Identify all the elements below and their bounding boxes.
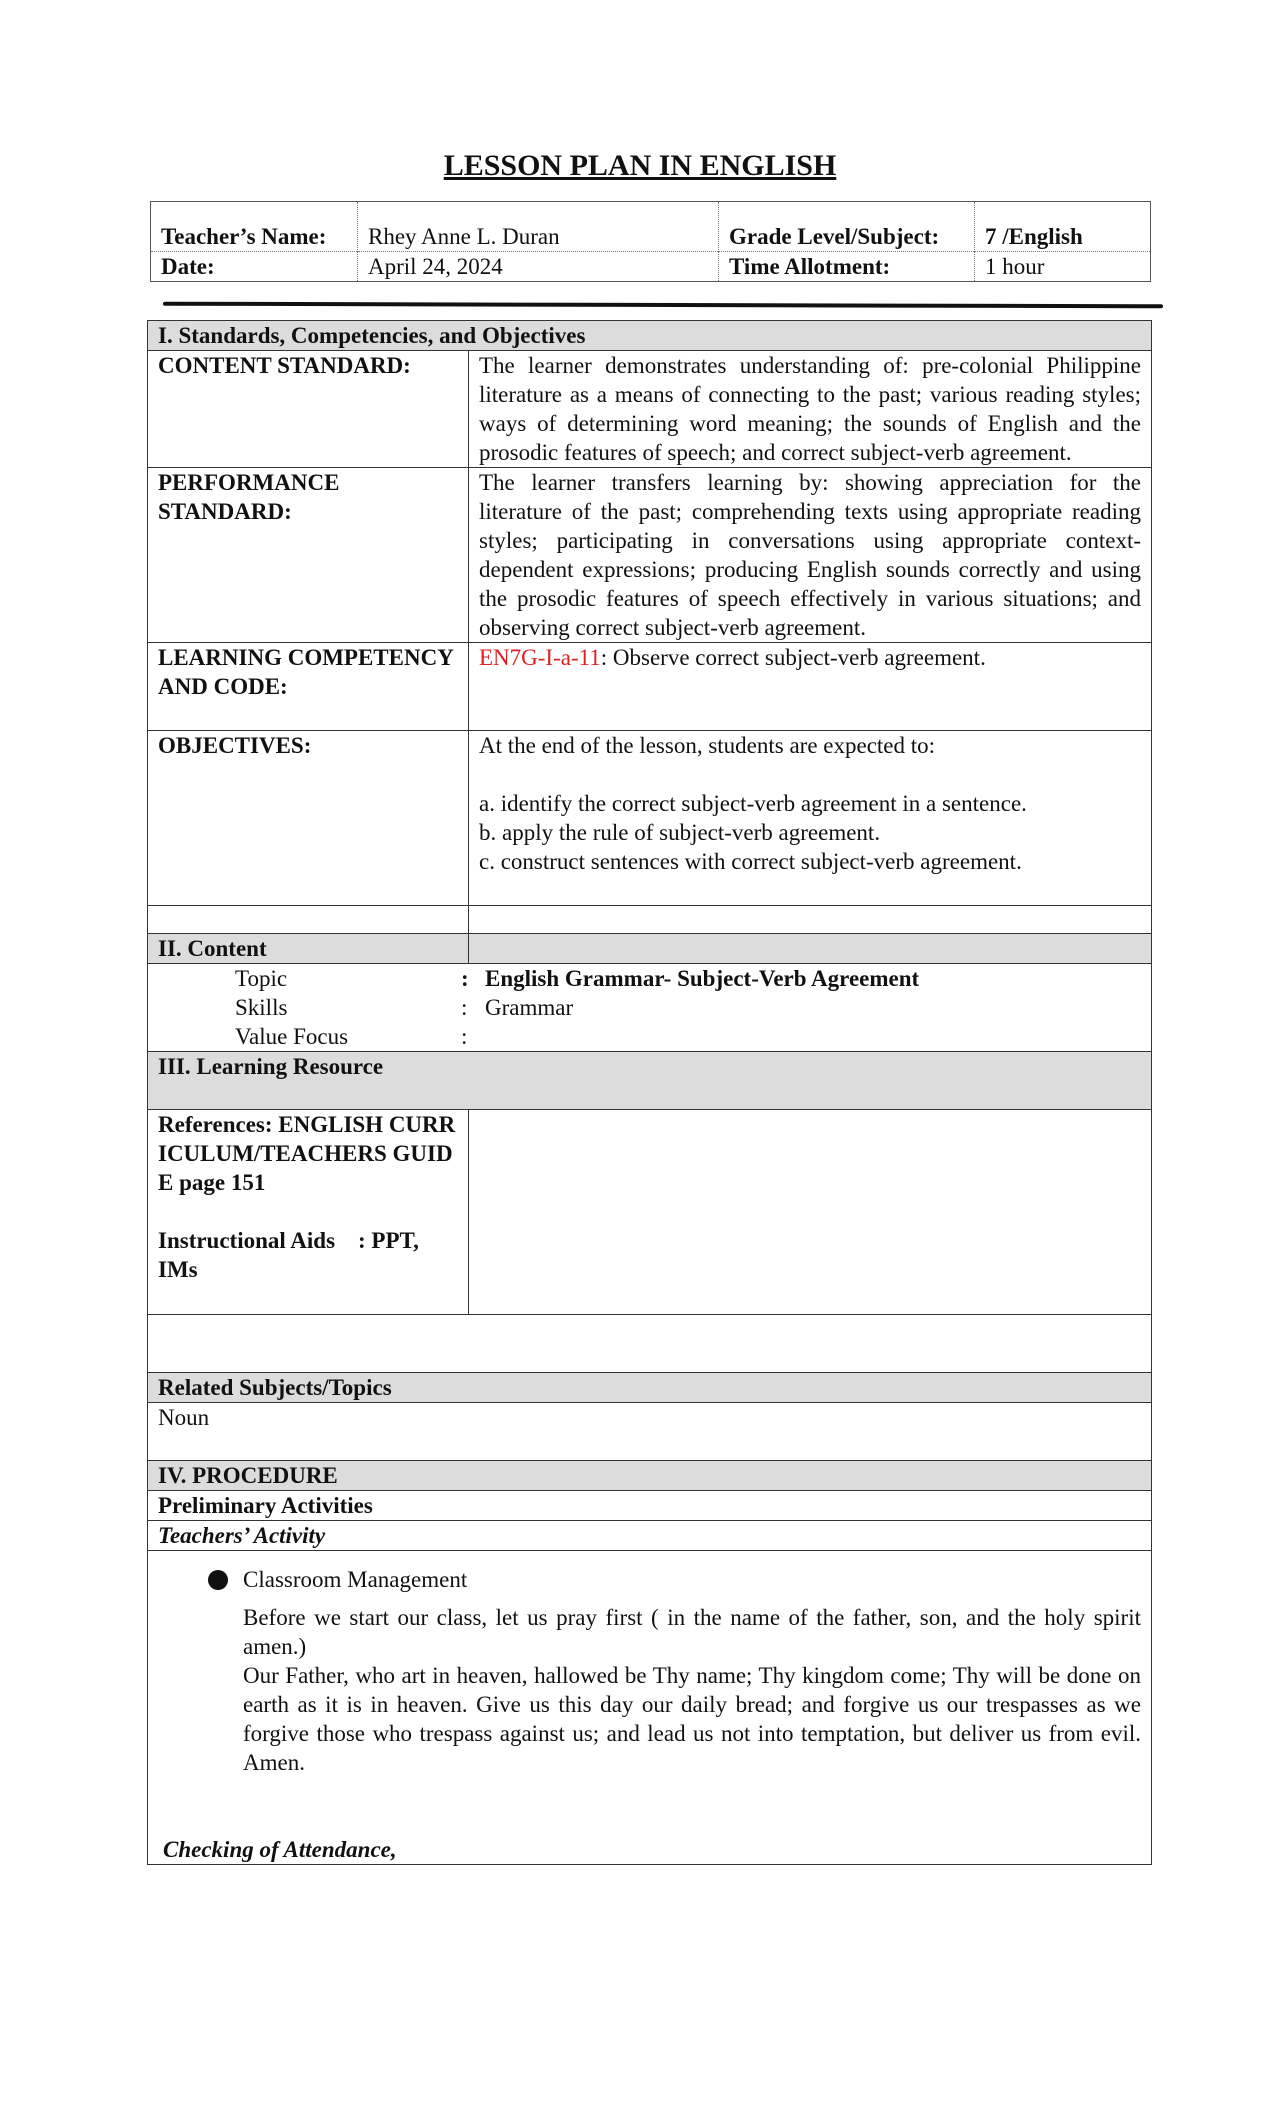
aids-value: : PPT, IMs — [158, 1228, 419, 1282]
topic-value: English Grammar- Subject-Verb Agreement — [485, 966, 920, 991]
teacher-name-value: Rhey Anne L. Duran — [358, 202, 719, 252]
competency-label: LEARNING COMPETENCY AND CODE: — [148, 643, 469, 731]
bullet-item — [158, 1565, 1141, 1594]
references-cell — [148, 1110, 469, 1315]
section-2-heading: II. Content — [148, 934, 469, 964]
prayer-text: Our Father, who art in heaven, hallowed be Thy name; Thy kingdom come; Thy will be done on earth as it is in heaven. Give us this day our daily bread; and forgive us our trespasses as we forgive those who trespass against us; and lead us not into temptation, but deliver us from evil. Amen. — [243, 1663, 1141, 1775]
objective-item: a. identify the correct subject-verb agreement in a sentence. — [479, 791, 1027, 816]
performance-standard-label: PERFORMANCE STANDARD: — [148, 468, 469, 643]
time-allotment-value: 1 hour — [975, 252, 1151, 282]
document-title: LESSON PLAN IN ENGLISH — [443, 149, 837, 182]
skills-row: Skills : Grammar — [158, 993, 1141, 1022]
topic-row: Topic : English Grammar- Subject-Verb Agreement — [158, 964, 1141, 993]
grade-level-label: Grade Level/Subject: — [719, 202, 975, 252]
value-focus-row: Value Focus : — [158, 1022, 1141, 1051]
lesson-plan-table — [147, 320, 1152, 1865]
teacher-name-label: Teacher’s Name: — [151, 202, 358, 252]
aids-label: Instructional Aids — [158, 1228, 336, 1253]
horizontal-rule — [163, 302, 1163, 309]
bullet-icon — [208, 1570, 228, 1590]
classroom-management: Classroom Management — [243, 1567, 468, 1592]
related-heading: Related Subjects/Topics — [148, 1373, 1152, 1403]
header-info-table — [150, 201, 1151, 282]
related-value: Noun — [148, 1403, 1152, 1461]
section-4-heading: IV. PROCEDURE — [148, 1461, 1152, 1491]
objective-item: c. construct sentences with correct subject-verb agreement. — [479, 849, 1022, 874]
date-label: Date: — [151, 252, 358, 282]
teachers-activity: Teachers’ Activity — [148, 1521, 1152, 1551]
skills-value: Grammar — [485, 995, 574, 1020]
content-standard-label: CONTENT STANDARD: — [148, 351, 469, 468]
objective-item: b. apply the rule of subject-verb agreement. — [479, 820, 881, 845]
section-1-heading: I. Standards, Competencies, and Objectives — [148, 321, 1152, 351]
competency-text: : Observe correct subject-verb agreement. — [600, 645, 986, 670]
instructional-aids — [158, 1226, 458, 1284]
content-standard-text: The learner demonstrates understanding of: pre-colonial Philippine literature as a means of connecting to the past; various reading styles; ways of determining word meaning; the sounds of English and the prosodic features of speech; and correct subject-verb agreement. — [469, 351, 1152, 468]
topic-label: Topic — [235, 966, 288, 991]
references-text: References: ENGLISH CURRICULUM/TEACHERS GUIDE page 151 — [158, 1112, 456, 1195]
checking-attendance: Checking of Attendance, — [163, 1837, 397, 1862]
date-value: April 24, 2024 — [358, 252, 719, 282]
performance-standard-text: The learner transfers learning by: showing appreciation for the literature of the past; comprehending texts using appropriate reading styles; participating in conversations using appropriate context-dependent expressions; producing English sounds correctly and using the prosodic features of speech effectively in various situations; and observing correct subject-verb agreement. — [469, 468, 1152, 643]
section-3-heading: III. Learning Resource — [148, 1052, 1152, 1110]
objectives-intro: At the end of the lesson, students are expected to: — [479, 733, 936, 758]
time-allotment-label: Time Allotment: — [719, 252, 975, 282]
objectives-label: OBJECTIVES: — [148, 731, 469, 906]
prayer-intro: Before we start our class, let us pray first ( in the name of the father, son, and the holy spirit amen.) — [243, 1605, 1141, 1659]
objectives-cell — [469, 731, 1152, 906]
value-focus-label: Value Focus — [235, 1024, 349, 1049]
preliminary-activities: Preliminary Activities — [148, 1491, 1152, 1521]
grade-level-value: 7 /English — [975, 202, 1151, 252]
competency-code: EN7G-I-a-11 — [479, 645, 601, 670]
competency-cell — [469, 643, 1152, 731]
skills-label: Skills — [235, 995, 288, 1020]
